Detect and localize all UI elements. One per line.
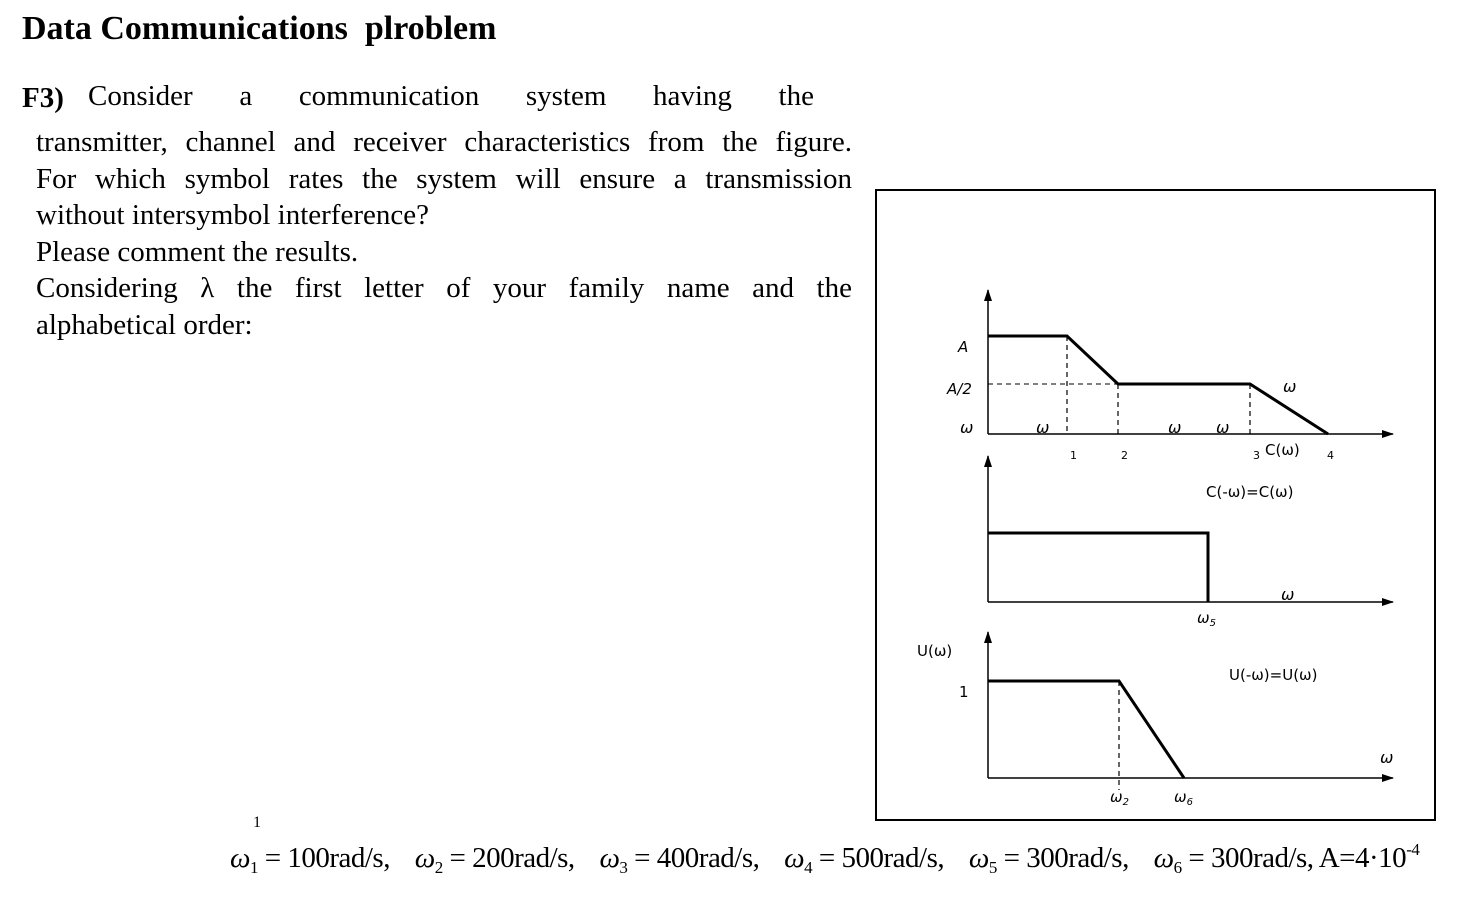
first-line-word: the [778, 80, 814, 112]
problem-line: For which symbol rates the system will ensure a transmission [36, 162, 852, 195]
first-line-word: communication [298, 80, 480, 112]
problem-line: Please comment the results. [36, 235, 359, 268]
plot1-label-half-a: A/2 [947, 380, 972, 398]
omega-subscript: 4 [804, 858, 813, 877]
plot1-function-label: C(ω) [1265, 441, 1300, 459]
plot1-tick-number: 3 [1253, 449, 1260, 462]
param-omega5: $\omega_5 = 300rad/s$, [968, 842, 1129, 877]
problem-line: alphabetical order: [36, 308, 253, 341]
problem-line: without intersymbol interference? [36, 199, 429, 231]
plot2-cutoff-label [1197, 609, 1216, 629]
plot3-tick1-subscript: 2 [1122, 797, 1129, 808]
param-amplitude [1319, 842, 1420, 874]
plot3-tick2-subscript: 6 [1186, 797, 1193, 808]
param-value: 200rad/s, [472, 842, 575, 874]
omega-subscript: 6 [1173, 858, 1182, 877]
problem-line: transmitter, channel and receiver characteristics from the figure. [36, 126, 852, 158]
plot3-tick-label-2 [1174, 788, 1193, 808]
omega-symbol: ω [1153, 842, 1174, 874]
omega-subscript: 5 [988, 858, 997, 877]
omega-subscript: 1 [249, 858, 258, 877]
omega-subscript: 3 [619, 858, 628, 877]
plot1-omega-mark: ω [1036, 418, 1050, 437]
amplitude-exponent: -4 [1406, 840, 1420, 859]
plot1-label-a: A [958, 338, 969, 356]
plot1-tick-number: 1 [1070, 449, 1077, 462]
plot3-tick1-symbol: ω [1110, 788, 1123, 806]
omega-symbol: ω [784, 842, 805, 874]
plot1-symmetry-label: C(-ω)=C(ω) [1206, 483, 1294, 501]
param-value: 500rad/s, [841, 842, 945, 874]
parameter-values [230, 840, 1419, 878]
plot1-omega-mark: ω [1283, 377, 1297, 396]
param-omega3: $\omega_3 = 400rad/s$, [599, 842, 760, 877]
param-value: 100rad/s, [287, 842, 390, 874]
param-omega4: $\omega_4 = 500rad/s$, [784, 842, 945, 877]
problem-label: F3) [22, 82, 64, 114]
plot2-cutoff-symbol: ω [1197, 609, 1210, 627]
omega-symbol: ω [599, 842, 620, 874]
problem-line: Considering λ the first letter of your family name and the [36, 272, 852, 304]
plot3-axis-label: ω [1380, 748, 1394, 767]
omega-symbol: ω [968, 842, 989, 874]
page-title: Data Communications plroblem [22, 10, 497, 47]
plot2-cutoff-subscript: 5 [1209, 618, 1216, 629]
param-value: 300rad/s, [1026, 842, 1129, 874]
param-value: 400rad/s, [656, 842, 760, 874]
param-omega2: $\omega_2 = 200rad/s$, [414, 842, 575, 877]
param-value: 300rad/s, [1210, 842, 1314, 874]
plot3-function-label: U(ω) [917, 642, 953, 660]
plot2-axis-label: ω [1281, 585, 1295, 604]
first-line-word: having [653, 80, 732, 112]
omega-symbol: ω [230, 842, 250, 874]
plot3-level-label: 1 [959, 683, 969, 701]
plot1-label-omega-origin: ω [960, 418, 974, 437]
param-omega6: $\omega_6 = 300rad/s$, [1153, 842, 1314, 877]
plot1-omega-mark: ω [1168, 418, 1182, 437]
footnote-mark: 1 [253, 814, 261, 831]
plot3-tick2-symbol: ω [1174, 788, 1187, 806]
plot1-omega-mark: ω [1216, 418, 1230, 437]
plot1-tick-number: 2 [1121, 449, 1128, 462]
omega-subscript: 2 [434, 858, 443, 877]
characteristics-figure [875, 189, 1436, 821]
plot3-symmetry-label: U(-ω)=U(ω) [1229, 666, 1318, 684]
param-omega1: $\omega_1 = 100rad/s$, [230, 842, 390, 877]
plot1-tick-number: 4 [1327, 449, 1334, 462]
plot3-tick-label-1 [1110, 788, 1129, 808]
first-line-word: a [239, 80, 253, 112]
first-line-word: Consider [88, 80, 193, 112]
plot2-curve [988, 533, 1208, 602]
plot3-curve [988, 681, 1184, 778]
omega-symbol: ω [414, 842, 435, 874]
first-line-word: system [525, 80, 607, 112]
amplitude-value: A=4·10 [1318, 842, 1407, 874]
